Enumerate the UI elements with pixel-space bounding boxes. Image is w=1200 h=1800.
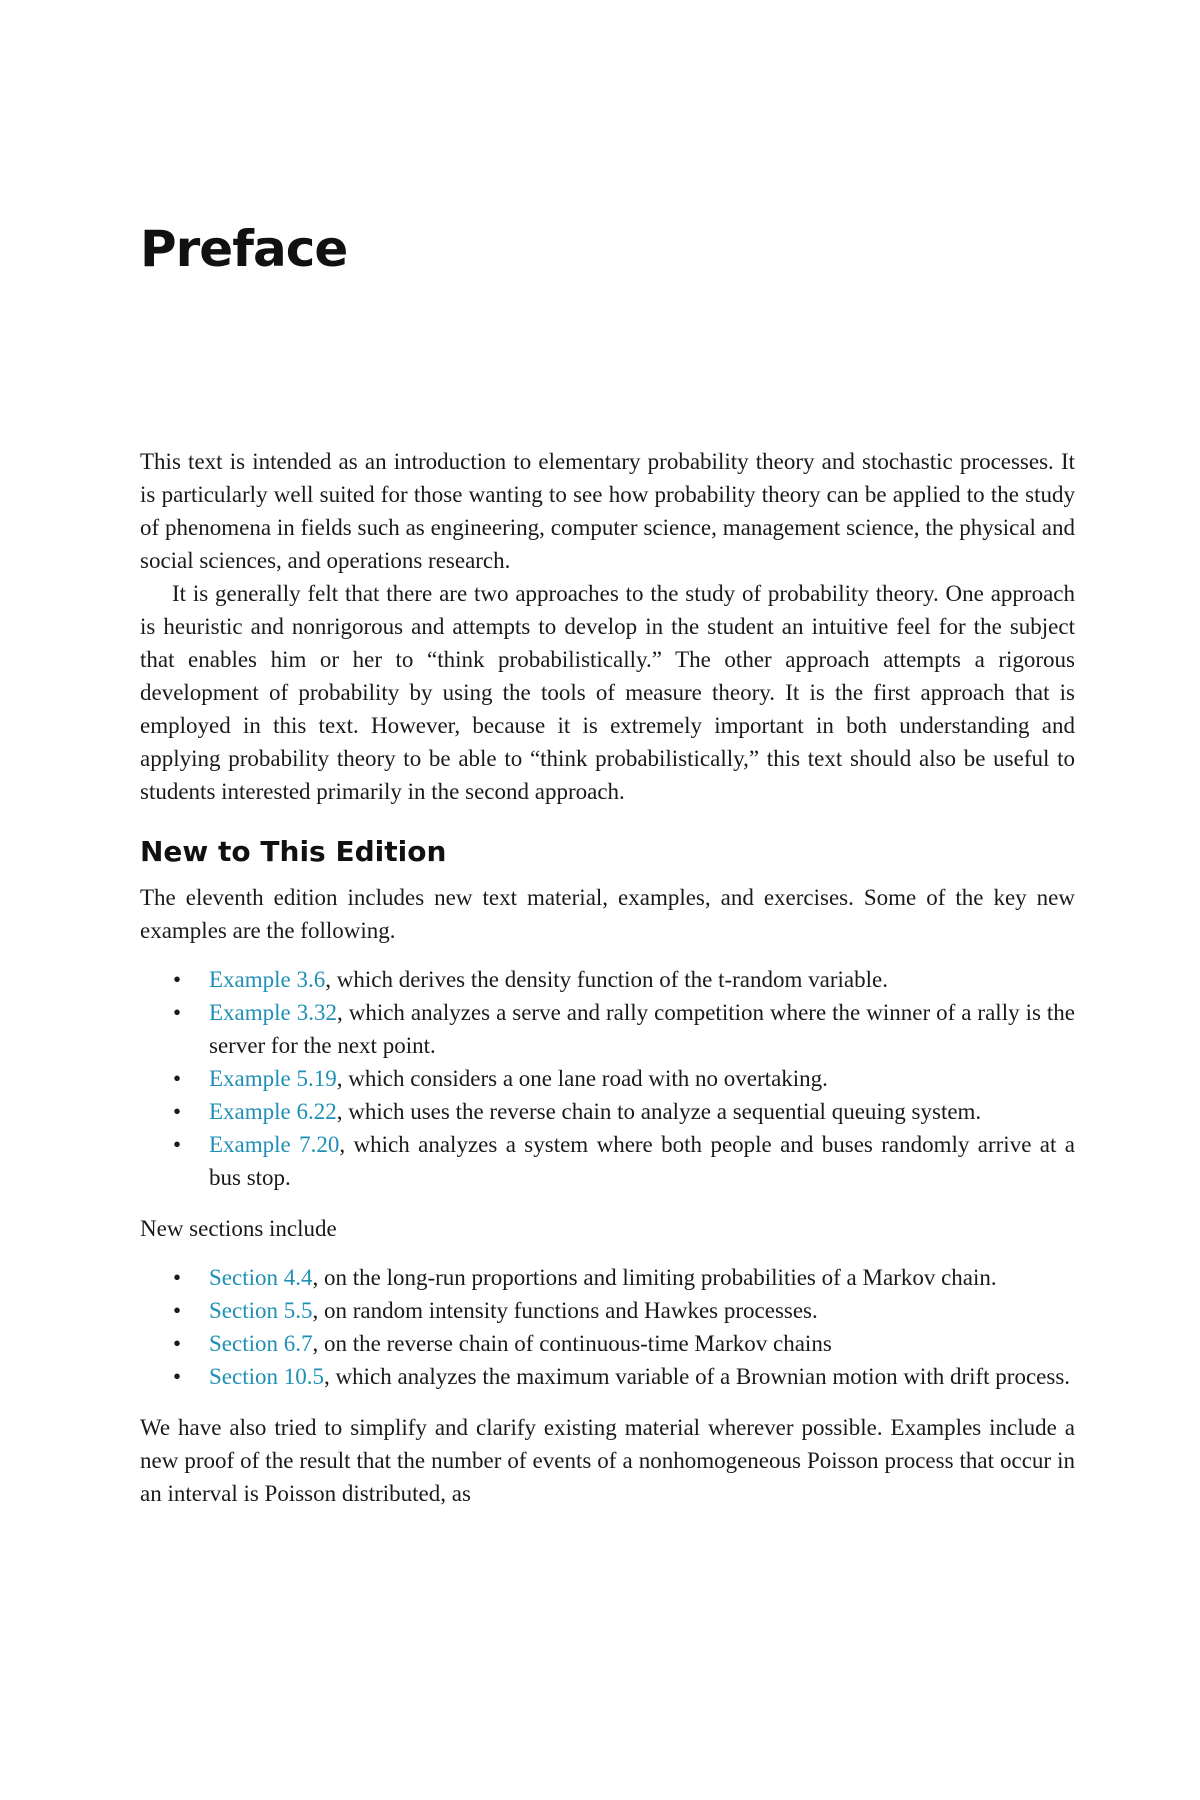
section-link[interactable]: Section 4.4	[209, 1265, 313, 1290]
preface-body	[140, 445, 1075, 1510]
list-item	[140, 996, 1075, 1062]
example-link[interactable]: Example 6.22	[209, 1099, 337, 1124]
list-item	[140, 1261, 1075, 1294]
list-item-text: , on the long-run proportions and limiting probabilities of a Markov chain.	[312, 1265, 997, 1290]
new-edition-lead: The eleventh edition includes new text material, examples, and exercises. Some of the key new examples are the following.	[140, 885, 1075, 943]
bullet-icon: •	[173, 1132, 182, 1157]
list-item-text: , which analyzes a system where both people and buses randomly arrive at a bus stop.	[209, 1132, 1075, 1190]
bullet-icon: •	[173, 967, 182, 992]
list-item	[140, 1360, 1075, 1393]
example-link[interactable]: Example 5.19	[209, 1066, 337, 1091]
list-item	[140, 1095, 1075, 1128]
chapter-title: Preface	[140, 220, 348, 278]
section-link[interactable]: Section 10.5	[209, 1364, 324, 1389]
example-link[interactable]: Example 7.20	[209, 1132, 340, 1157]
list-item	[140, 1327, 1075, 1360]
list-item-text: , which analyzes the maximum variable of a Brownian motion with drift process.	[324, 1364, 1071, 1389]
example-link[interactable]: Example 3.6	[209, 967, 326, 992]
bullet-icon: •	[173, 1000, 182, 1025]
section-heading-new-edition: New to This Edition	[140, 835, 447, 868]
list-item	[140, 1294, 1075, 1327]
intro-paragraph-2: It is generally felt that there are two approaches to the study of probability theory. One approach is heuristic and nonrigorous and attempts to develop in the student an intuitive feel for the subject that enables him or her to “think probabilistically.” The other approach attempts a rigorous development of probability by using the tools of measure theory. It is the first approach that is employed in this text. However, because it is extremely important in both understanding and applying probability theory to be able to “think probabilistically,” this text should also be useful to students interested primarily in the second approach.	[140, 581, 1075, 804]
list-item-text: , on the reverse chain of continuous-time Markov chains	[312, 1331, 832, 1356]
list-item-text: , which derives the density function of the t-random variable.	[325, 967, 888, 992]
bullet-icon: •	[173, 1066, 182, 1091]
bullet-icon: •	[173, 1331, 182, 1356]
list-item-text: , which considers a one lane road with no overtaking.	[336, 1066, 828, 1091]
list-item	[140, 1062, 1075, 1095]
bullet-icon: •	[173, 1265, 182, 1290]
list-item-text: , which uses the reverse chain to analyze a sequential queuing system.	[336, 1099, 982, 1124]
bullet-icon: •	[173, 1364, 182, 1389]
list-item	[140, 1128, 1075, 1194]
example-link[interactable]: Example 3.32	[209, 1000, 337, 1025]
new-sections-list	[140, 1261, 1075, 1393]
section-link[interactable]: Section 6.7	[209, 1331, 313, 1356]
list-item-text: , on random intensity functions and Hawkes processes.	[312, 1298, 818, 1323]
closing-paragraph: We have also tried to simplify and clarify existing material wherever possible. Examples include a new proof of the result that the number of events of a nonhomogeneous Poisson process that occur in an interval is Poisson distributed, as	[140, 1415, 1075, 1506]
bullet-icon: •	[173, 1298, 182, 1323]
section-link[interactable]: Section 5.5	[209, 1298, 313, 1323]
bullet-icon: •	[173, 1099, 182, 1124]
list-item	[140, 963, 1075, 996]
list-item-text: , which analyzes a serve and rally competition where the winner of a rally is the server for the next point.	[209, 1000, 1075, 1058]
new-sections-lead: New sections include	[140, 1216, 337, 1241]
new-examples-list	[140, 963, 1075, 1194]
intro-paragraph-1: This text is intended as an introduction to elementary probability theory and stochastic processes. It is particularly well suited for those wanting to see how probability theory can be applied to the study of phenomena in fields such as engineering, computer science, management science, the physical and social sciences, and operations research.	[140, 449, 1075, 573]
